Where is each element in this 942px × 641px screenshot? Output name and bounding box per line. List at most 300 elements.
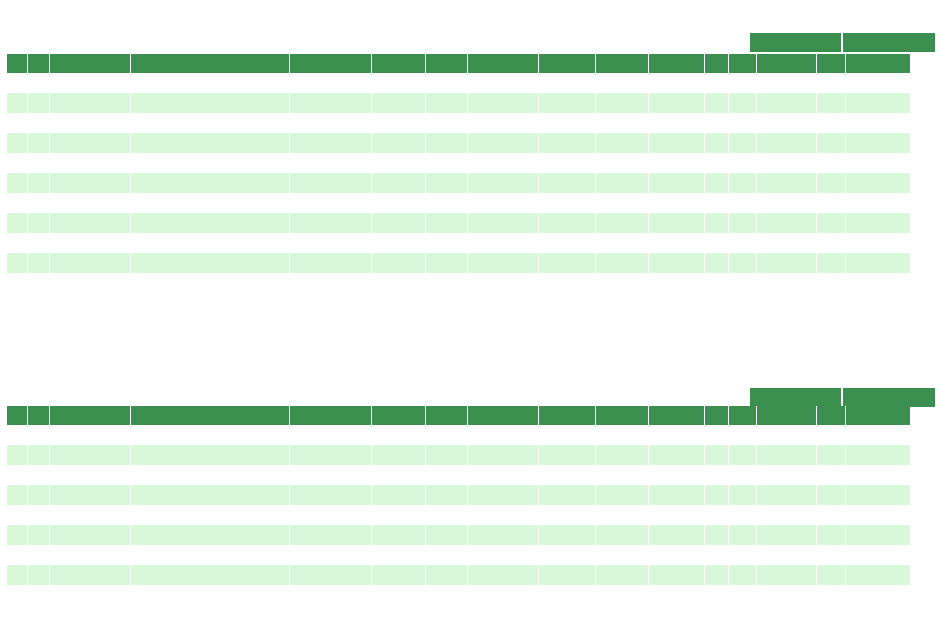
ss-cell-team bbox=[131, 133, 290, 153]
ss-cell-delay bbox=[539, 73, 596, 93]
ss-cell-laps bbox=[426, 233, 468, 253]
sp-cell-team bbox=[131, 505, 290, 525]
sp-cell-best-lap-no bbox=[705, 525, 729, 545]
ss-cell-q-best-time bbox=[846, 233, 910, 253]
ss-cell-pos bbox=[7, 113, 28, 133]
ss-col-header-car-no bbox=[28, 54, 50, 73]
sp-cell-team bbox=[131, 545, 290, 565]
ss-cell-best-lap bbox=[649, 253, 705, 273]
ss-cell-ave-speed bbox=[596, 93, 649, 113]
ss-cell-car-no bbox=[28, 173, 50, 193]
sp-cell-driver bbox=[50, 445, 131, 465]
ss-col-header-q-best-time bbox=[846, 54, 910, 73]
sp-cell-laps bbox=[426, 445, 468, 465]
ss-cell-best-lap-no bbox=[705, 73, 729, 93]
ss-cell-pos bbox=[7, 193, 28, 213]
ss-cell-driver bbox=[50, 73, 131, 93]
table-row bbox=[7, 73, 910, 93]
sp-cell-tt-pos bbox=[729, 505, 757, 525]
ss-cell-driver bbox=[50, 233, 131, 253]
ss-cell-total-time bbox=[468, 173, 539, 193]
sp-cell-team bbox=[131, 485, 290, 505]
sp-cell-tt-pos bbox=[729, 425, 757, 445]
sp-cell-q-pos bbox=[817, 425, 846, 445]
ss-cell-tt-pos bbox=[729, 273, 757, 293]
ss-cell-engine bbox=[372, 253, 426, 273]
ss-cell-total-time bbox=[468, 213, 539, 233]
sp-col-header-laps bbox=[426, 406, 468, 425]
ss-cell-driver bbox=[50, 273, 131, 293]
sp-cell-q-best-time bbox=[846, 525, 910, 545]
sp-cell-total-time bbox=[468, 485, 539, 505]
sp-cell-chassis bbox=[290, 525, 372, 545]
ss-cell-laps bbox=[426, 73, 468, 93]
ss-cell-q-best-time bbox=[846, 273, 910, 293]
ss-col-header-best-lap-no bbox=[705, 54, 729, 73]
sp-cell-total-time bbox=[468, 525, 539, 545]
sp-cell-pos bbox=[7, 565, 28, 585]
ss-col-header-laps bbox=[426, 54, 468, 73]
ss-cell-engine bbox=[372, 273, 426, 293]
sp-cell-best-lap bbox=[649, 505, 705, 525]
sp-cell-tt-pos bbox=[729, 565, 757, 585]
ss-cell-total-time bbox=[468, 153, 539, 173]
sp-cell-car-no bbox=[28, 545, 50, 565]
sp-cell-ave-speed bbox=[596, 505, 649, 525]
ss-cell-team bbox=[131, 253, 290, 273]
ss-cell-tt-best-lap bbox=[757, 173, 817, 193]
ss-cell-delay bbox=[539, 193, 596, 213]
sp-cell-best-lap bbox=[649, 425, 705, 445]
ss-cell-total-time bbox=[468, 233, 539, 253]
ss-cell-best-lap-no bbox=[705, 253, 729, 273]
ss-cell-total-time bbox=[468, 253, 539, 273]
sp-cell-best-lap bbox=[649, 445, 705, 465]
sp-cell-driver bbox=[50, 545, 131, 565]
sp-cell-best-lap bbox=[649, 545, 705, 565]
sp-col-header-q-best-time bbox=[846, 406, 910, 425]
sp-col-header-best-lap-no bbox=[705, 406, 729, 425]
ss-cell-tt-pos bbox=[729, 253, 757, 273]
ss-col-header-tt-pos bbox=[729, 54, 757, 73]
ss-cell-total-time bbox=[468, 133, 539, 153]
sp-cell-ave-speed bbox=[596, 445, 649, 465]
ss-col-header-tt-best-lap bbox=[757, 54, 817, 73]
sp-cell-tt-best-lap bbox=[757, 425, 817, 445]
sp-cell-best-lap bbox=[649, 565, 705, 585]
ss-cell-team bbox=[131, 233, 290, 253]
ss-cell-q-pos bbox=[817, 253, 846, 273]
sp-cell-team bbox=[131, 565, 290, 585]
sp-cell-q-best-time bbox=[846, 565, 910, 585]
ss-cell-laps bbox=[426, 133, 468, 153]
table-row bbox=[7, 525, 910, 545]
sp-cell-car-no bbox=[28, 445, 50, 465]
ss-cell-tt-best-lap bbox=[757, 253, 817, 273]
ss-cell-team bbox=[131, 113, 290, 133]
sp-col-header-engine bbox=[372, 406, 426, 425]
sp-cell-best-lap bbox=[649, 525, 705, 545]
table-row bbox=[7, 273, 910, 293]
sp-cell-ave-speed bbox=[596, 545, 649, 565]
sp-cell-best-lap-no bbox=[705, 565, 729, 585]
ss-cell-team bbox=[131, 153, 290, 173]
ss-cell-q-pos bbox=[817, 113, 846, 133]
sp-cell-chassis bbox=[290, 445, 372, 465]
ss-cell-engine bbox=[372, 113, 426, 133]
table-row bbox=[7, 173, 910, 193]
ss-cell-best-lap-no bbox=[705, 113, 729, 133]
ss-cell-ave-speed bbox=[596, 153, 649, 173]
ss-cell-q-pos bbox=[817, 193, 846, 213]
ss-cell-ave-speed bbox=[596, 193, 649, 213]
sp-qualifying-group-header bbox=[843, 388, 935, 407]
sp-cell-engine bbox=[372, 525, 426, 545]
sp-cell-delay bbox=[539, 425, 596, 445]
sp-col-header-q-pos bbox=[817, 406, 846, 425]
sp-cell-engine bbox=[372, 545, 426, 565]
sp-cell-car-no bbox=[28, 425, 50, 445]
ss-cell-driver bbox=[50, 193, 131, 213]
ss-col-header-q-pos bbox=[817, 54, 846, 73]
sp-col-header-total-time bbox=[468, 406, 539, 425]
ss-cell-chassis bbox=[290, 93, 372, 113]
sp-cell-pos bbox=[7, 545, 28, 565]
ss-cell-ave-speed bbox=[596, 73, 649, 93]
ss-cell-tt-best-lap bbox=[757, 113, 817, 133]
sp-cell-tt-best-lap bbox=[757, 485, 817, 505]
sp-cell-chassis bbox=[290, 425, 372, 445]
ss-cell-tt-best-lap bbox=[757, 153, 817, 173]
sp-cell-laps bbox=[426, 565, 468, 585]
ss-cell-chassis bbox=[290, 213, 372, 233]
ss-cell-pos bbox=[7, 253, 28, 273]
ss-cell-total-time bbox=[468, 273, 539, 293]
ss-cell-total-time bbox=[468, 193, 539, 213]
sp-cell-driver bbox=[50, 565, 131, 585]
sp-cell-team bbox=[131, 465, 290, 485]
sp-col-header-delay bbox=[539, 406, 596, 425]
sp-cell-best-lap-no bbox=[705, 545, 729, 565]
sp-cell-pos bbox=[7, 485, 28, 505]
ss-cell-tt-best-lap bbox=[757, 213, 817, 233]
ss-cell-best-lap bbox=[649, 153, 705, 173]
ss-cell-car-no bbox=[28, 113, 50, 133]
ss-col-header-team bbox=[131, 54, 290, 73]
sp-cell-chassis bbox=[290, 565, 372, 585]
sp-cell-total-time bbox=[468, 465, 539, 485]
sp-cell-best-lap-no bbox=[705, 485, 729, 505]
sp-cell-ave-speed bbox=[596, 525, 649, 545]
sp-cell-driver bbox=[50, 505, 131, 525]
ss-cell-tt-pos bbox=[729, 133, 757, 153]
ss-cell-ave-speed bbox=[596, 233, 649, 253]
sp-cell-driver bbox=[50, 485, 131, 505]
ss-cell-best-lap bbox=[649, 173, 705, 193]
ss-cell-laps bbox=[426, 93, 468, 113]
ss-cell-best-lap-no bbox=[705, 273, 729, 293]
sp-cell-team bbox=[131, 525, 290, 545]
ss-cell-driver bbox=[50, 93, 131, 113]
ss-cell-tt-pos bbox=[729, 113, 757, 133]
ss-col-header-ave-speed bbox=[596, 54, 649, 73]
ss-cell-best-lap-no bbox=[705, 133, 729, 153]
ss-cell-chassis bbox=[290, 73, 372, 93]
table-row bbox=[7, 93, 910, 113]
ss-cell-tt-best-lap bbox=[757, 233, 817, 253]
ss-cell-chassis bbox=[290, 133, 372, 153]
table-row bbox=[7, 505, 910, 525]
ss-cell-laps bbox=[426, 213, 468, 233]
sp-cell-laps bbox=[426, 465, 468, 485]
ss-cell-best-lap-no bbox=[705, 153, 729, 173]
ss-cell-driver bbox=[50, 173, 131, 193]
ss-col-header-driver bbox=[50, 54, 131, 73]
ss-cell-q-best-time bbox=[846, 93, 910, 113]
sp-cell-car-no bbox=[28, 565, 50, 585]
ss-cell-ave-speed bbox=[596, 133, 649, 153]
sp-cell-q-best-time bbox=[846, 465, 910, 485]
ss-col-header-engine bbox=[372, 54, 426, 73]
sp-cell-pos bbox=[7, 505, 28, 525]
ss-cell-chassis bbox=[290, 153, 372, 173]
ss-cell-q-pos bbox=[817, 93, 846, 113]
sp-cell-q-best-time bbox=[846, 485, 910, 505]
ss-cell-total-time bbox=[468, 73, 539, 93]
sp-cell-total-time bbox=[468, 505, 539, 525]
sp-cell-best-lap-no bbox=[705, 445, 729, 465]
ss-cell-ave-speed bbox=[596, 173, 649, 193]
ss-cell-car-no bbox=[28, 153, 50, 173]
sp-col-header-pos bbox=[7, 406, 28, 425]
ss-cell-driver bbox=[50, 153, 131, 173]
ss-cell-car-no bbox=[28, 253, 50, 273]
table-row bbox=[7, 445, 910, 465]
ss-cell-q-pos bbox=[817, 153, 846, 173]
sp-cell-tt-pos bbox=[729, 485, 757, 505]
sp-cell-q-pos bbox=[817, 565, 846, 585]
ss-cell-delay bbox=[539, 273, 596, 293]
ss-cell-ave-speed bbox=[596, 273, 649, 293]
ss-cell-engine bbox=[372, 213, 426, 233]
ss-cell-q-pos bbox=[817, 133, 846, 153]
ss-cell-q-pos bbox=[817, 233, 846, 253]
table-row bbox=[7, 425, 910, 445]
sp-cell-best-lap bbox=[649, 465, 705, 485]
ss-cell-driver bbox=[50, 133, 131, 153]
sp-col-header-tt-pos bbox=[729, 406, 757, 425]
ss-cell-ave-speed bbox=[596, 253, 649, 273]
sp-cell-engine bbox=[372, 505, 426, 525]
ss-cell-delay bbox=[539, 113, 596, 133]
sp-cell-q-pos bbox=[817, 525, 846, 545]
sp-cell-driver bbox=[50, 525, 131, 545]
ss-cell-tt-pos bbox=[729, 73, 757, 93]
sp-col-header-ave-speed bbox=[596, 406, 649, 425]
sp-cell-tt-best-lap bbox=[757, 505, 817, 525]
sp-cell-car-no bbox=[28, 465, 50, 485]
sp-cell-driver bbox=[50, 465, 131, 485]
sp-cell-q-best-time bbox=[846, 545, 910, 565]
ss-cell-car-no bbox=[28, 133, 50, 153]
ss-cell-delay bbox=[539, 173, 596, 193]
sp-cell-pos bbox=[7, 465, 28, 485]
sp-cell-best-lap-no bbox=[705, 505, 729, 525]
ss-cell-chassis bbox=[290, 113, 372, 133]
ss-cell-total-time bbox=[468, 93, 539, 113]
ss-cell-best-lap-no bbox=[705, 213, 729, 233]
ss-cell-chassis bbox=[290, 233, 372, 253]
sp-cell-engine bbox=[372, 465, 426, 485]
ss-cell-car-no bbox=[28, 193, 50, 213]
sp-cell-team bbox=[131, 425, 290, 445]
ss-cell-q-pos bbox=[817, 213, 846, 233]
sp-cell-q-pos bbox=[817, 485, 846, 505]
table-row bbox=[7, 213, 910, 233]
sp-cell-q-best-time bbox=[846, 505, 910, 525]
ss-cell-delay bbox=[539, 133, 596, 153]
sp-cell-laps bbox=[426, 425, 468, 445]
ss-cell-car-no bbox=[28, 213, 50, 233]
sp-cell-delay bbox=[539, 505, 596, 525]
ss-cell-laps bbox=[426, 153, 468, 173]
sp-cell-laps bbox=[426, 505, 468, 525]
ss-cell-q-pos bbox=[817, 73, 846, 93]
sp-cell-engine bbox=[372, 425, 426, 445]
ss-cell-laps bbox=[426, 273, 468, 293]
ss-cell-engine bbox=[372, 93, 426, 113]
ss-cell-laps bbox=[426, 253, 468, 273]
ss-cell-q-best-time bbox=[846, 133, 910, 153]
ss-cell-tt-pos bbox=[729, 93, 757, 113]
ss-cell-total-time bbox=[468, 113, 539, 133]
sp-cell-total-time bbox=[468, 445, 539, 465]
ss-cell-tt-pos bbox=[729, 233, 757, 253]
sp-cell-total-time bbox=[468, 565, 539, 585]
ss-qualifying-group-header bbox=[843, 33, 935, 52]
ss-cell-ave-speed bbox=[596, 113, 649, 133]
ss-cell-chassis bbox=[290, 173, 372, 193]
ss-time-trial-group-header bbox=[750, 33, 841, 52]
ss-cell-chassis bbox=[290, 193, 372, 213]
ss-col-header-chassis bbox=[290, 54, 372, 73]
ss-cell-best-lap bbox=[649, 93, 705, 113]
ss-cell-q-best-time bbox=[846, 153, 910, 173]
ss-col-header-pos bbox=[7, 54, 28, 73]
ss-cell-tt-best-lap bbox=[757, 273, 817, 293]
sp-cell-delay bbox=[539, 525, 596, 545]
sp-cell-laps bbox=[426, 525, 468, 545]
sp-cell-best-lap-no bbox=[705, 425, 729, 445]
ss-cell-ave-speed bbox=[596, 213, 649, 233]
sp-cell-best-lap-no bbox=[705, 465, 729, 485]
sp-cell-car-no bbox=[28, 485, 50, 505]
sp-cell-pos bbox=[7, 445, 28, 465]
sp-col-header-team bbox=[131, 406, 290, 425]
ss-cell-engine bbox=[372, 233, 426, 253]
sp-cell-tt-pos bbox=[729, 465, 757, 485]
ss-cell-laps bbox=[426, 173, 468, 193]
ss-cell-team bbox=[131, 193, 290, 213]
ss-cell-pos bbox=[7, 173, 28, 193]
ss-cell-best-lap bbox=[649, 133, 705, 153]
sp-cell-laps bbox=[426, 485, 468, 505]
sp-cell-engine bbox=[372, 485, 426, 505]
ss-cell-engine bbox=[372, 73, 426, 93]
sp-cell-ave-speed bbox=[596, 425, 649, 445]
ss-cell-team bbox=[131, 93, 290, 113]
sp-results-table bbox=[6, 406, 910, 585]
sp-cell-tt-best-lap bbox=[757, 525, 817, 545]
ss-cell-car-no bbox=[28, 233, 50, 253]
sp-cell-q-pos bbox=[817, 545, 846, 565]
ss-cell-pos bbox=[7, 213, 28, 233]
table-row bbox=[7, 133, 910, 153]
ss-cell-pos bbox=[7, 73, 28, 93]
sp-cell-q-pos bbox=[817, 445, 846, 465]
table-row bbox=[7, 193, 910, 213]
table-row bbox=[7, 153, 910, 173]
ss-cell-best-lap-no bbox=[705, 193, 729, 213]
ss-header-row bbox=[7, 54, 910, 73]
ss-col-header-best-lap bbox=[649, 54, 705, 73]
sp-cell-tt-pos bbox=[729, 525, 757, 545]
ss-results-table bbox=[6, 54, 910, 293]
ss-cell-q-pos bbox=[817, 173, 846, 193]
sp-cell-delay bbox=[539, 545, 596, 565]
sp-cell-car-no bbox=[28, 505, 50, 525]
sp-cell-delay bbox=[539, 465, 596, 485]
ss-cell-tt-pos bbox=[729, 213, 757, 233]
sp-cell-delay bbox=[539, 445, 596, 465]
ss-cell-laps bbox=[426, 193, 468, 213]
sp-cell-team bbox=[131, 445, 290, 465]
sp-col-header-driver bbox=[50, 406, 131, 425]
sp-cell-chassis bbox=[290, 505, 372, 525]
ss-col-header-total-time bbox=[468, 54, 539, 73]
sp-cell-driver bbox=[50, 425, 131, 445]
ss-cell-best-lap-no bbox=[705, 93, 729, 113]
sp-cell-delay bbox=[539, 565, 596, 585]
ss-cell-engine bbox=[372, 133, 426, 153]
ss-cell-engine bbox=[372, 193, 426, 213]
sp-cell-pos bbox=[7, 525, 28, 545]
table-row bbox=[7, 253, 910, 273]
ss-cell-driver bbox=[50, 213, 131, 233]
ss-cell-q-best-time bbox=[846, 73, 910, 93]
sp-cell-best-lap bbox=[649, 485, 705, 505]
sp-cell-delay bbox=[539, 485, 596, 505]
ss-cell-best-lap bbox=[649, 73, 705, 93]
sp-cell-chassis bbox=[290, 485, 372, 505]
sp-cell-tt-best-lap bbox=[757, 445, 817, 465]
ss-cell-pos bbox=[7, 233, 28, 253]
ss-cell-chassis bbox=[290, 253, 372, 273]
ss-cell-engine bbox=[372, 153, 426, 173]
ss-col-header-delay bbox=[539, 54, 596, 73]
ss-cell-best-lap bbox=[649, 193, 705, 213]
table-row bbox=[7, 233, 910, 253]
table-row bbox=[7, 465, 910, 485]
table-row bbox=[7, 545, 910, 565]
ss-cell-best-lap bbox=[649, 113, 705, 133]
ss-cell-car-no bbox=[28, 273, 50, 293]
ss-cell-delay bbox=[539, 233, 596, 253]
ss-cell-car-no bbox=[28, 93, 50, 113]
sp-col-header-chassis bbox=[290, 406, 372, 425]
sp-col-header-best-lap bbox=[649, 406, 705, 425]
ss-cell-delay bbox=[539, 253, 596, 273]
